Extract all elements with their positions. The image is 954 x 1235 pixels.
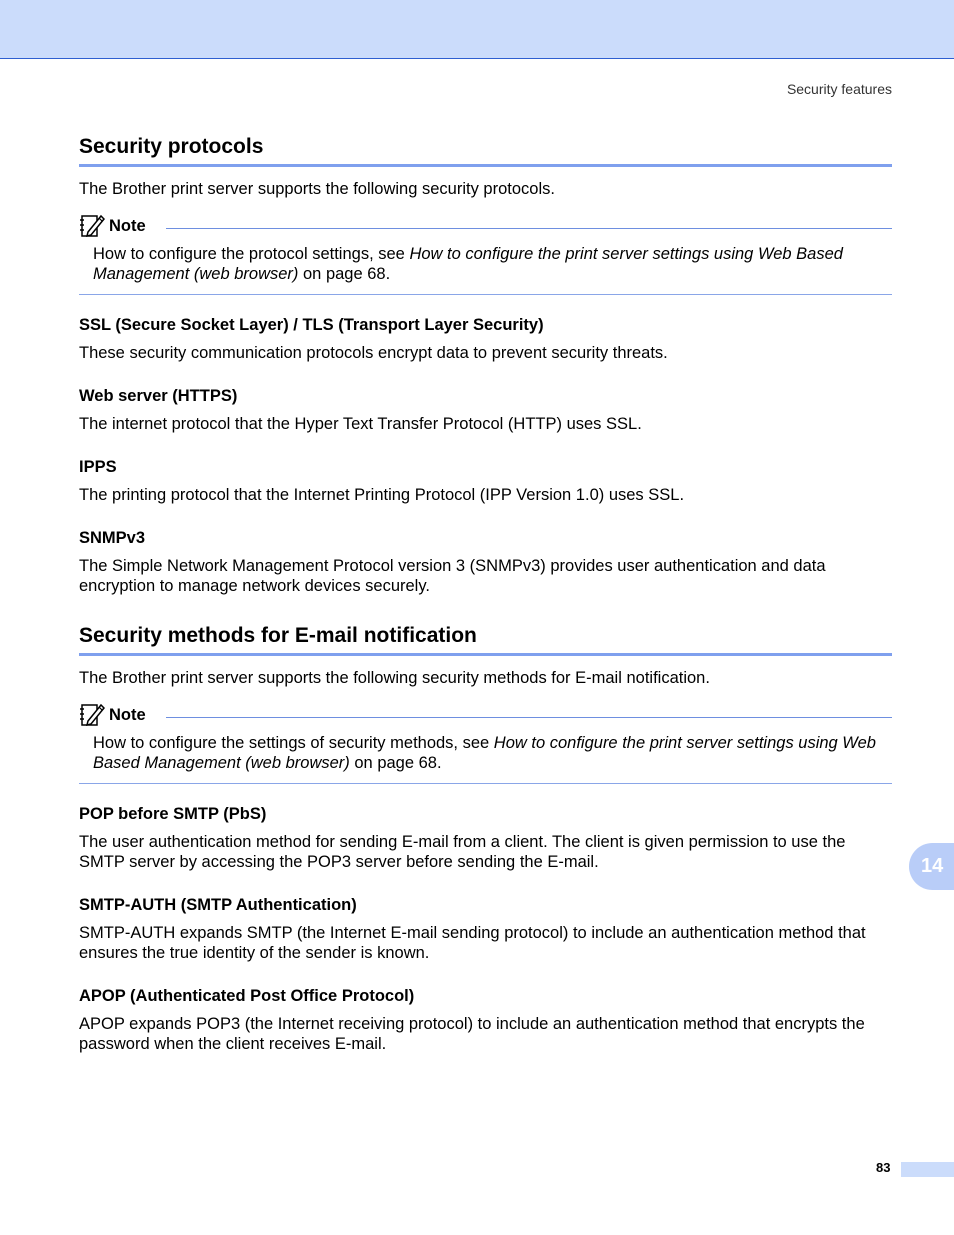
note-header: [79, 701, 892, 729]
note-label: Note: [109, 216, 146, 235]
note-text-prefix: How to configure the settings of security methods, see: [93, 734, 494, 752]
chapter-tab[interactable]: 14: [909, 843, 954, 890]
subsection-heading: Web server (HTTPS): [79, 387, 238, 405]
running-header: Security features: [786, 81, 892, 97]
page-number: 83: [876, 1160, 891, 1175]
note-text-suffix: on page 68.: [298, 265, 391, 283]
note-box: [79, 701, 892, 784]
subsection-text: The printing protocol that the Internet Printing Protocol (IPP Version 1.0) uses SSL.: [79, 486, 685, 504]
subsection-text: APOP expands POP3 (the Internet receiving protocol) to include an authentication method that encrypts the password when the client receives E-mail.: [79, 1015, 865, 1053]
subsection-heading: IPPS: [79, 458, 117, 476]
subsection-text: The internet protocol that the Hyper Text Transfer Protocol (HTTP) uses SSL.: [79, 415, 642, 433]
subsection-text: SMTP-AUTH expands SMTP (the Internet E-mail sending protocol) to include an authentication method that ensures the true identity of the sender is known.: [79, 924, 866, 962]
note-reference-link[interactable]: How to configure the print server settings using Web Based Management (web browser): [93, 245, 843, 283]
note-divider: [166, 717, 892, 718]
section-intro: The Brother print server supports the following security protocols.: [79, 180, 555, 198]
section-title: Security protocols: [79, 134, 892, 167]
page-number-bar: [901, 1162, 954, 1177]
subsection-heading: SNMPv3: [79, 529, 146, 547]
section-title: Security methods for E-mail notification: [79, 623, 892, 656]
note-header: [79, 212, 892, 240]
pencil-note-icon: [79, 212, 105, 240]
note-label: Note: [109, 705, 146, 724]
pencil-note-icon: [79, 701, 105, 729]
header-band: [0, 0, 954, 59]
note-box: [79, 212, 892, 295]
section-intro: The Brother print server supports the following security methods for E-mail notification.: [79, 669, 710, 687]
subsection-text: The Simple Network Management Protocol version 3 (SNMPv3) provides user authentication and data encryption to manage network devices securely.: [79, 557, 826, 595]
subsection-heading: POP before SMTP (PbS): [79, 805, 267, 823]
subsection-heading: SSL (Secure Socket Layer) / TLS (Transport Layer Security): [79, 316, 544, 334]
subsection-text: The user authentication method for sending E-mail from a client. The client is given permission to use the SMTP server by accessing the POP3 server before sending the E-mail.: [79, 833, 846, 871]
note-text: [93, 244, 892, 294]
note-text-prefix: How to configure the protocol settings, see: [93, 245, 410, 263]
page-content: [79, 134, 892, 1054]
subsection-text: These security communication protocols encrypt data to prevent security threats.: [79, 344, 668, 362]
note-text-suffix: on page 68.: [349, 754, 442, 772]
note-divider: [166, 228, 892, 229]
note-text: [93, 733, 892, 783]
note-reference-link[interactable]: How to configure the print server settings using Web Based Management (web browser): [93, 734, 876, 772]
subsection-heading: APOP (Authenticated Post Office Protocol): [79, 987, 415, 1005]
subsection-heading: SMTP-AUTH (SMTP Authentication): [79, 896, 357, 914]
